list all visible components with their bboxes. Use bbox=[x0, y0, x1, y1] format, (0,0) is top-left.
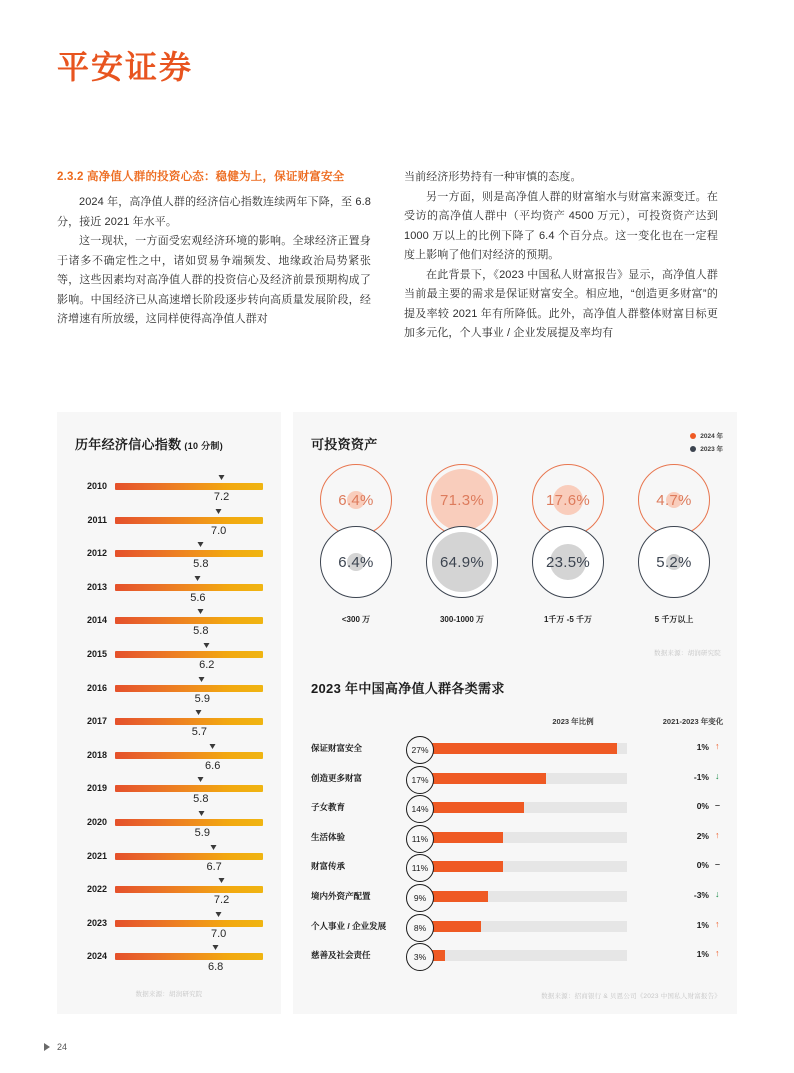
index-bar-row bbox=[57, 707, 281, 741]
asset-value-2023: 64.9% bbox=[439, 553, 485, 571]
index-value-label: 5.9 bbox=[194, 692, 210, 705]
index-value-label: 5.8 bbox=[193, 793, 209, 806]
year-label: 2020 bbox=[86, 816, 107, 827]
index-bar-track bbox=[115, 550, 263, 557]
value-marker-icon bbox=[194, 576, 200, 581]
need-share-bubble: 9% bbox=[406, 884, 434, 912]
year-label: 2017 bbox=[86, 716, 107, 727]
index-value-label: 6.2 bbox=[199, 658, 215, 671]
assets-legend bbox=[690, 430, 723, 456]
index-value-label: 5.8 bbox=[193, 558, 209, 571]
index-value-label: 5.9 bbox=[194, 826, 210, 839]
chart-title bbox=[75, 434, 223, 453]
year-label: 2011 bbox=[87, 514, 107, 525]
year-label: 2019 bbox=[86, 783, 107, 794]
change-arrow-icon: – bbox=[715, 800, 721, 811]
index-bar-row bbox=[57, 573, 281, 607]
need-share-bubble: 8% bbox=[406, 914, 434, 942]
legend-item bbox=[690, 430, 723, 441]
value-marker-icon bbox=[197, 609, 203, 614]
asset-bracket-label: 1千万 -5 千万 bbox=[543, 615, 592, 624]
index-bar-row bbox=[57, 942, 281, 976]
change-arrow-icon: – bbox=[715, 859, 721, 870]
need-label: 子女教育 bbox=[311, 802, 346, 813]
asset-value-2023: 6.4% bbox=[338, 553, 374, 571]
asset-circle-2023 bbox=[638, 526, 710, 598]
need-label: 生活体验 bbox=[311, 831, 346, 842]
value-marker-icon bbox=[215, 912, 221, 917]
index-bar-track bbox=[115, 752, 263, 759]
index-value-label: 6.6 bbox=[205, 759, 221, 772]
index-bar-track bbox=[115, 517, 263, 524]
year-label: 2015 bbox=[86, 648, 107, 659]
year-label: 2024 bbox=[86, 951, 107, 962]
index-bar-row bbox=[57, 741, 281, 775]
need-label: 个人事业 / 企业发展 bbox=[311, 920, 387, 931]
legend-label: 2024 年 bbox=[700, 433, 723, 440]
index-bar-track bbox=[115, 584, 263, 591]
legend-item bbox=[690, 443, 723, 454]
year-label: 2012 bbox=[86, 548, 107, 559]
index-bar-track bbox=[115, 483, 263, 490]
need-change-value: 1% bbox=[696, 919, 709, 930]
asset-bracket-column bbox=[409, 464, 515, 659]
need-bar-track bbox=[424, 802, 627, 813]
need-bar-fill bbox=[424, 743, 617, 754]
change-arrow-icon: ↑ bbox=[715, 948, 720, 959]
index-bar-row bbox=[57, 842, 281, 876]
asset-bracket-label: 5 千万以上 bbox=[654, 615, 694, 624]
index-value-label: 7.0 bbox=[210, 927, 227, 940]
change-arrow-icon: ↓ bbox=[715, 770, 720, 781]
need-bar-track bbox=[424, 950, 627, 961]
legend-dot-icon bbox=[690, 446, 696, 452]
need-change-value: 1% bbox=[696, 742, 709, 752]
asset-bracket-label: 300-1000 万 bbox=[439, 615, 485, 624]
right-charts-panel bbox=[293, 412, 737, 1014]
need-bar-track bbox=[424, 743, 627, 754]
need-share-bubble: 17% bbox=[406, 766, 434, 794]
need-bar-track bbox=[424, 832, 627, 843]
year-label: 2014 bbox=[86, 615, 107, 626]
need-bar-track bbox=[424, 861, 627, 872]
need-label: 创造更多财富 bbox=[311, 772, 363, 783]
value-marker-icon bbox=[218, 878, 224, 883]
chart-source: 数据来源：胡润研究院 bbox=[654, 650, 721, 657]
article-column-right bbox=[404, 168, 718, 344]
index-bar-row bbox=[57, 539, 281, 573]
brand-logo: 平安证券 bbox=[57, 48, 194, 86]
index-bar-row bbox=[57, 909, 281, 943]
asset-value-2024: 71.3% bbox=[439, 491, 485, 509]
need-change-value: 0% bbox=[696, 860, 709, 871]
economic-confidence-index-chart bbox=[57, 412, 281, 1014]
index-value-label: 5.7 bbox=[191, 726, 208, 739]
asset-value-2023: 23.5% bbox=[545, 553, 591, 571]
value-marker-icon bbox=[203, 643, 209, 648]
need-row bbox=[293, 793, 737, 823]
year-label: 2022 bbox=[86, 884, 107, 895]
need-bar-track bbox=[424, 921, 627, 932]
index-value-label: 5.6 bbox=[190, 591, 206, 604]
index-bar-row bbox=[57, 674, 281, 708]
index-bar-track bbox=[115, 685, 263, 692]
need-share-bubble: 3% bbox=[406, 943, 434, 971]
triangle-icon bbox=[44, 1043, 50, 1051]
chart-source: 数据来源：招商银行 & 贝恩公司《2023 中国私人财富报告》 bbox=[541, 993, 721, 1000]
index-value-label: 6.7 bbox=[206, 860, 222, 873]
chart-title-suffix: (10 分制) bbox=[184, 441, 224, 451]
index-bar-track bbox=[115, 920, 263, 927]
value-marker-icon bbox=[212, 945, 218, 950]
need-label: 境内外资产配置 bbox=[311, 890, 371, 901]
index-value-label: 5.8 bbox=[193, 625, 209, 638]
index-value-label: 7.2 bbox=[213, 491, 230, 503]
change-arrow-icon: ↑ bbox=[715, 829, 720, 840]
chart-title-text: 历年经济信心指数 bbox=[75, 437, 182, 452]
page-number: 24 bbox=[57, 1042, 68, 1052]
index-value-label: 6.8 bbox=[207, 961, 224, 974]
value-marker-icon bbox=[218, 475, 224, 480]
legend-label: 2023 年 bbox=[700, 446, 723, 453]
year-bar-list bbox=[57, 472, 281, 976]
value-marker-icon bbox=[211, 845, 217, 850]
value-marker-icon bbox=[197, 777, 203, 782]
need-row bbox=[293, 912, 737, 942]
index-bar-row bbox=[57, 472, 281, 506]
index-bar-track bbox=[115, 785, 263, 792]
value-marker-icon bbox=[196, 710, 202, 715]
change-arrow-icon: ↑ bbox=[715, 918, 720, 929]
asset-bracket-column bbox=[303, 464, 409, 659]
need-row bbox=[293, 823, 737, 853]
need-change-value: 1% bbox=[696, 949, 709, 960]
need-bar-fill bbox=[424, 861, 503, 872]
change-arrow-icon: ↓ bbox=[715, 888, 720, 899]
need-bar-fill bbox=[424, 773, 546, 784]
paragraph: 当前经济形势持有一种审慎的态度。 bbox=[404, 171, 582, 183]
change-arrow-icon: ↑ bbox=[715, 741, 720, 751]
paragraph: 在此背景下，《2023 中国私人财富报告》显示，高净值人群当前最主要的需求是保证财富安全。相应地，“创造更多财富”的提及率较 2021 年有所降低。此外，高净值人群整体财富目标更加多元化，个人事业 / 企业发展提及率均有 bbox=[404, 268, 718, 339]
value-marker-icon bbox=[215, 509, 221, 514]
year-label: 2018 bbox=[86, 749, 107, 760]
need-label: 慈善及社会责任 bbox=[311, 950, 371, 961]
need-bar-fill bbox=[424, 832, 503, 843]
need-bar-fill bbox=[424, 802, 524, 813]
needs-row-list bbox=[293, 734, 737, 971]
index-bar-track bbox=[115, 953, 263, 960]
index-bar-track bbox=[115, 853, 263, 860]
need-row bbox=[293, 764, 737, 794]
need-row bbox=[293, 852, 737, 882]
section-heading: 2.3.2 高净值人群的投资心态：稳健为上，保证财富安全 bbox=[57, 171, 345, 183]
need-bar-track bbox=[424, 773, 627, 784]
need-row bbox=[293, 941, 737, 971]
need-change-value: -1% bbox=[693, 771, 709, 782]
index-bar-row bbox=[57, 506, 281, 540]
paragraph: 这一现状，一方面受宏观经济环境的影响。全球经济正置身于诸多不确定性之中，诸如贸易争端频发、地缘政治局势紧张等，这些因素均对高净值人群的投资信心及经济前景预期构成了影响。中国经济已从高速增长阶段逐步转向高质量发展阶段，经济增速有所放缓，这同样使得高净值人群对 bbox=[57, 235, 371, 325]
year-label: 2016 bbox=[86, 682, 107, 693]
chart-source: 数据来源：胡润研究院 bbox=[135, 991, 203, 998]
need-label: 财富传承 bbox=[311, 861, 346, 872]
index-bar-track bbox=[115, 819, 263, 826]
paragraph: 2024 年，高净值人群的经济信心指数连续两年下降，至 6.8 分，接近 2021 年水平。 bbox=[57, 196, 371, 228]
asset-bracket-column bbox=[515, 464, 621, 659]
asset-circle-2023 bbox=[426, 526, 498, 598]
legend-dot-icon bbox=[690, 433, 696, 439]
index-bar-row bbox=[57, 774, 281, 808]
article-column-left bbox=[57, 168, 371, 330]
year-label: 2010 bbox=[86, 481, 107, 491]
value-marker-icon bbox=[197, 542, 203, 547]
index-bar-row bbox=[57, 640, 281, 674]
index-bar-row bbox=[57, 875, 281, 909]
need-row bbox=[293, 734, 737, 764]
column-header-share: 2023 年比例 bbox=[552, 717, 594, 726]
need-change-value: 0% bbox=[696, 801, 709, 812]
index-bar-row bbox=[57, 606, 281, 640]
need-share-bubble: 11% bbox=[406, 854, 434, 882]
index-bar-track bbox=[115, 651, 263, 658]
year-label: 2013 bbox=[86, 581, 107, 592]
need-label: 保证财富安全 bbox=[311, 743, 363, 753]
paragraph: 另一方面，则是高净值人群的财富缩水与财富来源变迁。在受访的高净值人群中（平均资产 4500 万元），可投资资产达到 1000 万以上的比例下降了 6.4 个百分点。这一变化也在一定程度上影响了他们对经济的预期。 bbox=[404, 190, 718, 261]
need-change-value: 2% bbox=[696, 830, 709, 841]
index-bar-track bbox=[115, 886, 263, 893]
value-marker-icon bbox=[199, 811, 205, 816]
asset-value-2023: 5.2% bbox=[656, 553, 692, 571]
year-label: 2023 bbox=[86, 917, 107, 928]
page-footer bbox=[44, 1042, 67, 1052]
investable-assets-title: 可投资资产 bbox=[311, 437, 378, 452]
index-bar-track bbox=[115, 617, 263, 624]
index-value-label: 7.2 bbox=[213, 894, 230, 907]
value-marker-icon bbox=[199, 677, 205, 682]
asset-value-2024: 4.7% bbox=[656, 491, 692, 509]
asset-value-2024: 6.4% bbox=[338, 491, 374, 509]
asset-circle-2023 bbox=[532, 526, 604, 598]
need-share-bubble: 11% bbox=[406, 825, 434, 853]
asset-bracket-column bbox=[621, 464, 727, 659]
need-share-bubble: 14% bbox=[406, 795, 434, 823]
column-header-change: 2021-2023 年变化 bbox=[662, 717, 724, 726]
year-label: 2021 bbox=[86, 850, 107, 861]
asset-value-2024: 17.6% bbox=[545, 491, 591, 509]
need-row bbox=[293, 882, 737, 912]
investable-assets-circles bbox=[303, 464, 727, 659]
index-bar-row bbox=[57, 808, 281, 842]
index-bar-track bbox=[115, 718, 263, 725]
need-change-value: -3% bbox=[693, 889, 709, 900]
need-bar-track bbox=[424, 891, 627, 902]
asset-bracket-label: <300 万 bbox=[341, 615, 371, 624]
index-value-label: 7.0 bbox=[210, 524, 227, 537]
asset-circle-2023 bbox=[320, 526, 392, 598]
hnwi-needs-title: 2023 年中国高净值人群各类需求 bbox=[311, 681, 505, 696]
value-marker-icon bbox=[209, 744, 215, 749]
need-share-bubble: 27% bbox=[406, 736, 434, 764]
